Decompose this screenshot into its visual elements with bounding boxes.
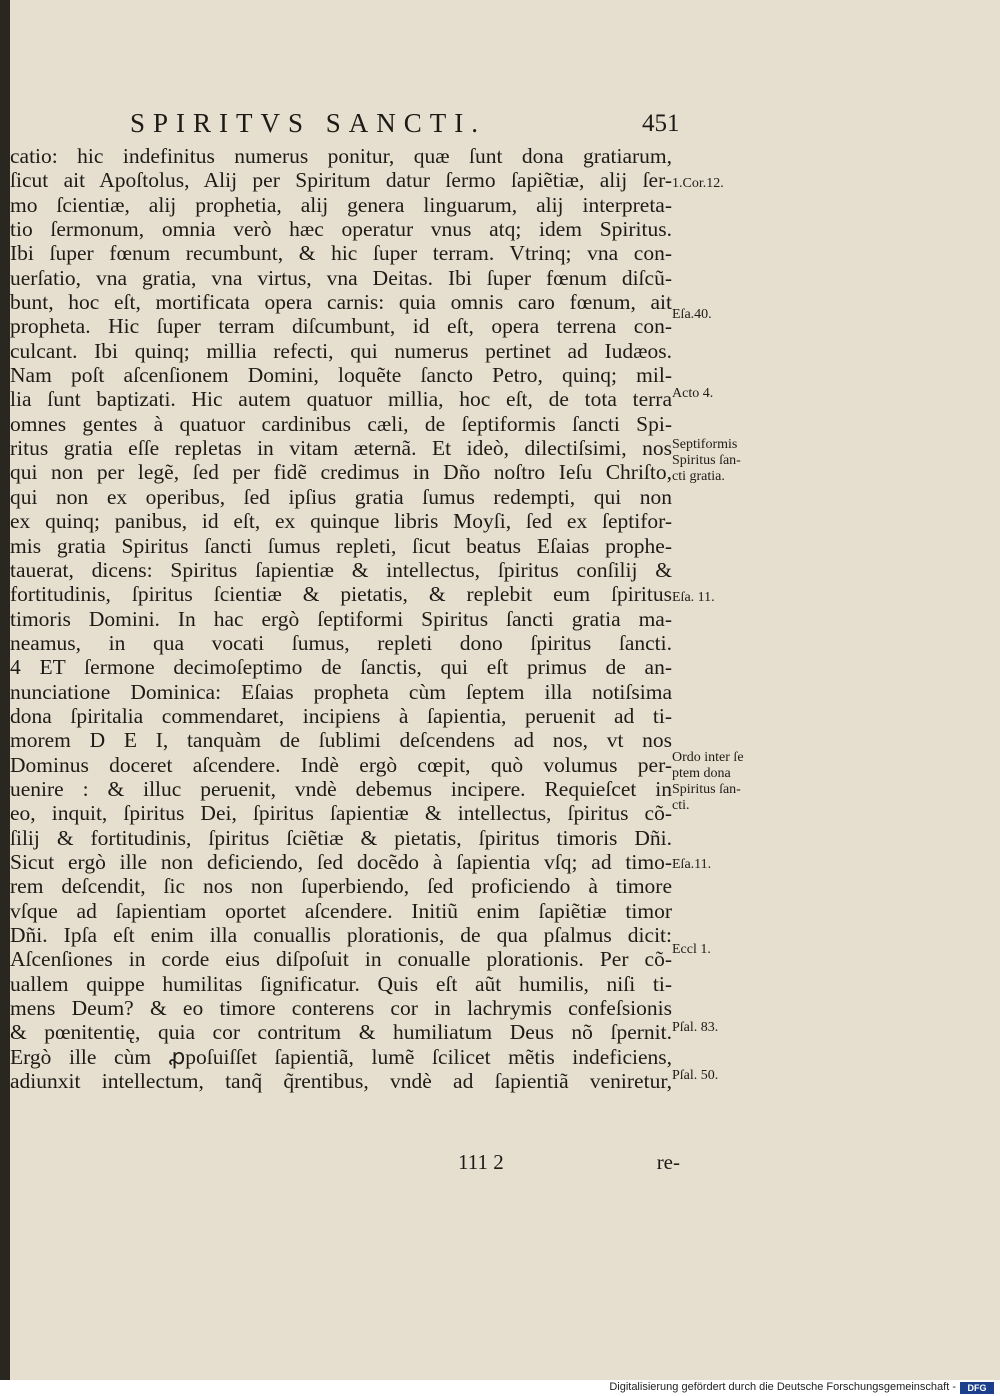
margin-note: [672, 437, 741, 485]
margin-note: [672, 386, 713, 402]
text-line: omnes gentes à quatuor cardinibus cæli, de ſeptiformis ſancti Spi-: [10, 411, 672, 436]
footer-bar: [0, 1380, 1000, 1396]
text-line: mis gratia Spiritus ſancti ſumus repleti, ſicut beatus Eſaias prophe-: [10, 533, 672, 558]
running-head: SPIRITVS SANCTI.: [130, 108, 487, 138]
text-line: tauerat, dicens: Spiritus ſapientiæ & intellectus, ſpiritus conſilij &: [10, 557, 672, 582]
text-line: 4 ET ſermone decimoſeptimo de ſanctis, qui eſt primus de an-: [10, 655, 672, 680]
text-line: fortitudinis, ſpiritus ſcientiæ & pietatis, & replebit eum ſpiritus: [10, 582, 672, 607]
text-line: rem deſcendit, ſic nos non ſuperbiendo, ſed proficiendo à timore: [10, 874, 672, 899]
text-line: qui non per legẽ, ſed per fidẽ credimus in Dño noſtro Ieſu Chriſto,: [10, 460, 672, 485]
margin-note-line: Pſal. 50.: [672, 1068, 719, 1083]
text-line: lia ſunt baptizati. Hic autem quatuor millia, hoc eſt, de tota terra: [10, 387, 672, 412]
folio-number: 451: [642, 110, 680, 137]
text-line: propheta. Hic ſuper terram diſcumbunt, id eſt, opera terrena con-: [10, 314, 672, 339]
margin-note-line: Ordo inter ſe: [672, 750, 744, 765]
margin-note-line: Eſa.11.: [672, 857, 712, 872]
body-text: [10, 144, 672, 1093]
margin-note-line: Eſa. 11.: [672, 590, 715, 605]
text-line: timoris Domini. In hac ergò ſeptiformi Spiritus ſancti gratia ma-: [10, 606, 672, 631]
page-gutter-shadow: [0, 0, 10, 1380]
margin-note-line: 1.Cor.12.: [672, 176, 724, 191]
margin-note: [672, 942, 711, 958]
margin-note-line: Eſa.40.: [672, 307, 712, 322]
text-line: vſque ad ſapientiam oportet aſcendere. Initiũ enim ſapiẽtiæ timor: [10, 898, 672, 923]
catchword: re-: [656, 1150, 680, 1174]
text-line: Nam poſt aſcenſionem Domini, loquẽte ſancto Petro, quinq; mil-: [10, 363, 672, 388]
margin-note-line: cti.: [672, 798, 690, 813]
text-line: ritus gratia eſſe repletas in vitam æternã. Et ideò, dilectiſsimi, nos: [10, 436, 672, 461]
text-line: qui non ex operibus, ſed ipſius gratia ſumus redempti, qui non: [10, 484, 672, 509]
text-line: mo ſcientiæ, alij prophetia, alij genera linguarum, alij interpreta-: [10, 192, 672, 217]
text-line: tio ſermonum, omnia verò hæc operatur vnus atq; idem Spiritus.: [10, 217, 672, 242]
margin-note: [672, 1020, 718, 1036]
margin-note-line: Acto 4.: [672, 386, 714, 401]
margin-note: [672, 307, 712, 323]
text-line: neamus, in qua vocati ſumus, repleti dono ſpiritus ſancti.: [10, 630, 672, 655]
margin-note: [672, 857, 711, 873]
margin-note-line: Septiformis: [672, 437, 738, 452]
text-line: morem D E I, tanquàm de ſublimi deſcendens ad nos, vt nos: [10, 728, 672, 753]
margin-note-line: Eccl 1.: [672, 942, 711, 957]
text-line: Ibi ſuper fœnum recumbunt, & hic ſuper terram. Vtrinq; vna con-: [10, 241, 672, 266]
text-line: Dñi. Ipſa eſt enim illa conuallis plorationis, de qua pſalmus dicit:: [10, 923, 672, 947]
margin-note: [672, 590, 715, 606]
text-line: uallem quippe humilitas ſignificatur. Quis eſt aũt humilis, niſi ti-: [10, 971, 672, 996]
text-line: nunciatione Dominica: Eſaias propheta cùm ſeptem illa notiſsima: [10, 679, 672, 704]
margin-note-line: Pſal. 83.: [672, 1020, 719, 1035]
dfg-logo: DFG: [960, 1382, 994, 1394]
margin-note-line: cti gratia.: [672, 469, 725, 484]
text-line: uerſatio, vna gratia, vna virtus, vna Deitas. Ibi ſuper fœnum diſcũ-: [10, 265, 672, 290]
margin-note: [672, 176, 724, 192]
margin-note: [672, 1068, 718, 1084]
text-line: dona ſpiritalia commendaret, incipiens à ſapientia, peruenit ad ti-: [10, 703, 672, 728]
text-line: Ergò ille cùm ꝓpoſuiſſet ſapientiã, lumẽ ſcilicet mẽtis indeficiens,: [10, 1044, 672, 1069]
text-line: ſilij & fortitudinis, ſpiritus ſciẽtiæ & pietatis, ſpiritus timoris Dñi.: [10, 825, 672, 850]
text-line: mens Deum? & eo timore conterens cor in lachrymis confeſsionis: [10, 996, 672, 1021]
text-line: eo, inquit, ſpiritus Dei, ſpiritus ſapientiæ & intellectus, ſpiritus cõ-: [10, 801, 672, 826]
margin-note-line: ptem dona: [672, 766, 731, 781]
text-line: bunt, hoc eſt, mortificata opera carnis: quia omnis caro fœnum, ait: [10, 290, 672, 315]
text-line: & pœnitentię, quia cor contritum & humiliatum Deus nõ ſpernit.: [10, 1020, 672, 1045]
text-line: Dominus doceret aſcendere. Indè ergò cœpit, quò volumus per-: [10, 752, 672, 777]
text-line: uenire : & illuc peruenit, vndè debemus incipere. Requieſcet in: [10, 776, 672, 801]
margin-note: [672, 750, 744, 814]
text-line: culcant. Ibi quinq; millia refecti, qui numerus pertinet ad Iudæos.: [10, 338, 672, 363]
margin-note-line: Spiritus ſan-: [672, 453, 741, 468]
funding-credit: Digitalisierung gefördert durch die Deutsche Forschungsgemeinschaft -: [609, 1381, 956, 1393]
text-line: adiunxit intellectum, tanq̃ q̃rentibus, vndè ad ſapientiã veniretur,: [10, 1069, 672, 1094]
signature-mark: 111 2: [458, 1150, 504, 1174]
text-line: Sicut ergò ille non deficiendo, ſed docẽdo à ſapientia vſq; ad timo-: [10, 849, 672, 874]
text-line: ex quinq; panibus, id eſt, ex quinque libris Moyſi, ſed ex ſeptifor-: [10, 509, 672, 534]
margin-note-line: Spiritus ſan-: [672, 782, 741, 797]
text-line: Aſcenſiones in corde eius diſpoſuit in conualle plorationis. Per cõ-: [10, 947, 672, 972]
text-line: catio: hic indefinitus numerus ponitur, quæ ſunt dona gratiarum,: [10, 144, 672, 168]
text-line: ſicut ait Apoſtolus, Alij per Spiritum datur ſermo ſapiẽtiæ, alij ſer-: [10, 168, 672, 193]
